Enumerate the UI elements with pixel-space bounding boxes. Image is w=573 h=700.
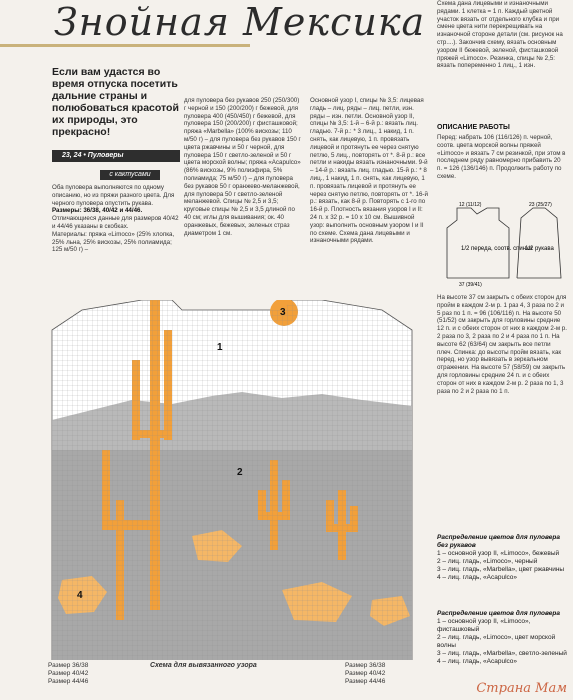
chart-caption: Схема для вывязанного узора	[150, 662, 257, 669]
legend-item: 3 – лиц. гладь, «Marbella», цвет ржавчины	[437, 566, 565, 573]
col1-p2: Размеры: 36/38, 40/42 и 44/46.	[52, 207, 143, 215]
schematic-num-3: 37 (39/41)	[459, 282, 482, 288]
column-1	[52, 184, 180, 296]
chart-num-1: 1	[217, 342, 223, 353]
work-heading: ОПИСАНИЕ РАБОТЫ	[437, 124, 510, 131]
legend-heading-1: Распределение цветов для пуловера без рукавов	[437, 534, 560, 549]
size-labels-left	[48, 662, 88, 686]
schematic-num-1: 12 (11/12)	[459, 202, 482, 208]
col1-p3: Отличающиеся данные для размеров 40/42 и 44/46 указаны в скобках.	[52, 215, 179, 230]
intro-text: Если вам удастся во время отпуска посетить дальние страны и полюбоваться красотой их природы, это прекрасно!	[52, 66, 179, 138]
size-label: Размер 44/46	[345, 678, 386, 685]
pattern-subtitle: с кактусами	[100, 170, 160, 180]
page-title: Знойная Мексика	[54, 0, 426, 44]
legend-item: 3 – лиц. гладь, «Marbella», светло-зеленый	[437, 650, 567, 657]
col1-p4: Материалы: пряжа «Limoco» (25% хлопка, 25% льна, 25% вискозы, 25% полиамида; 125 м/50 г) –	[52, 230, 175, 254]
size-label: Размер 44/46	[48, 678, 89, 685]
schematic-label-front: 1/2 переда, соотв. спинки	[461, 246, 533, 252]
col1-p1: Оба пуловера выполняются по одному описанию, но из пряжи разного цвета. Для черного пуловера опустить рукава.	[52, 184, 175, 207]
legend-item: 2 – лиц. гладь, «Limoco», цвет морской волны	[437, 634, 556, 649]
column-4-top: Схема дана лицевыми и изнаночными рядами. 1 клетка = 1 п. Каждый цветной участок вязать от отдельного клубка и при смене цвета нити перекрещивать на изнаночной стороне детали (см. рисунок на стр....). Закончив схему, вязать основным узором II бежевой, зеленой, фисташковой пряжей «Limoco». Резинка, спицы № 2,5: вязать попеременно 1 лиц., 1 изн.	[437, 0, 563, 70]
column-2: для пуловера без рукавов 250 (250/300) г черной и 150 (200/200) г бежевой, для пуловера 400 (450/450) г бежевой, для пуловера 150 (200/200) г фисташковой; пряжа «Marbella» (100% вискозы; 110 м/50 г) – для пуловера без рукавов 150 г цвета ржавчины и 50 г черной, для пуловера 150 г светло-зеленой и 50 г цвета морской волны; пряжа «Acapulco» (86% вискозы, 9% полиэфира, 5% полиамида; 75 м/50 г) – для пуловера без рукавов 50 г оранжево-меланжевой, для пуловера 50 г светло-зеленой меланжевой. Спицы № 2,5 и 3,5; круговые спицы № 2,5 и 3,5 длиной по 40 см; иглы для вышивания; ок. 40 оранжевых, бежевых, зеленых страз диаметром 1 см.	[184, 97, 301, 237]
size-label: Размер 36/38	[48, 662, 89, 669]
legend-item: 1 – основной узор II, «Limoco», фисташковый	[437, 618, 531, 633]
legend-sleeveless	[437, 534, 567, 582]
legend-item: 4 – лиц. гладь, «Acapulco»	[437, 574, 517, 581]
legend-item: 4 – лиц. гладь, «Acapulco»	[437, 658, 517, 665]
size-labels-right	[345, 662, 385, 686]
legend-pullover	[437, 610, 567, 666]
column-4-instructions: На высоте 37 см закрыть с обеих сторон для пройм в каждом 2-м р. 1 раз 4, 3 раза по 2 и 5 раз по 1 п. = 96 (106/116) п. На высоте 50 (51/52) см закрыть для горловины средние 12 п. и с обеих сторон от них в каждом 2-м р. 2 раза по 3, 2 раза по 2 и 4 раза по 1 п. На высоте 62 (63/64) см закрыть все петли плеч. Спинка: до высоты пройм вязать, как перед, но узор вывязать в зеркальном отражении. На высоте 57 (58/59) см закрыть для горловины средние 24 п. и с обеих сторон от них в каждом 2-м р. 2 раза по 1, 3 раза по 2 и 2 раза по 1 п.	[437, 294, 567, 395]
size-label: Размер 40/42	[345, 670, 386, 677]
legend-item: 1 – основной узор II, «Limoco», бежевый	[437, 550, 560, 557]
size-label: Размер 36/38	[345, 662, 386, 669]
pattern-schematic	[437, 198, 567, 290]
schematic-num-2: 23 (25/27)	[529, 202, 552, 208]
column-4-front: Перед: набрать 106 (116/126) п. черной, соотв. цвета морской волны пряжей «Limoco» и вязать 7 см резинкой, при этом в последнем ряду равномерно прибавить 20 п. = 126 (136/146) п. Продолжить работу по схеме.	[437, 134, 566, 180]
watermark-logo: Страна Мам	[476, 681, 567, 696]
size-label: Размер 40/42	[48, 670, 89, 677]
legend-heading-2: Распределение цветов для пуловера	[437, 610, 560, 617]
title-underline	[0, 44, 250, 47]
knitting-chart	[32, 300, 432, 660]
schematic-label-sleeve: 1/2 рукава	[525, 246, 554, 252]
chart-num-2: 2	[237, 467, 243, 478]
pattern-badge: 23, 24 • Пуловеры	[52, 150, 180, 162]
chart-num-4: 4	[77, 590, 83, 601]
chart-num-3: 3	[280, 307, 286, 318]
legend-item: 2 – лиц. гладь, «Limoco», черный	[437, 558, 538, 565]
column-3: Основной узор I, спицы № 3,5: лицевая гладь – лиц. ряды – лиц. петли, изн. ряды – изн. петли. Основной узор II, спицы № 3,5: 1-й – 6-й р.: вязать лиц. гладью. 7-й р.: * 3 лиц., 1 накид, 1 п. снять, как лицевую, 1 п. провязать лицевой и протянуть ее через снятую петлю, 5 лиц., повторять от *. 8-й р.: все петли и накиды вязать изнаночными. 9-й – 14-й р.: вязать лиц. гладью. 15-й р.: * 8 лиц., 1 накид, 1 п. снять, как лицевую, 1 п. провязать лицевой и протянуть ее через снятую петлю, повторять от *. 16-й р.: вязать, как 8-й р. Повторять с 1-го по 16-й р. Плотность вязания узоров I и II: 24 п. х 32 р. = 10 х 10 см. Вышивной узор: выполнить основным узором I и II по схеме. Схема дана лицевыми и изнаночными рядами.	[310, 97, 428, 245]
